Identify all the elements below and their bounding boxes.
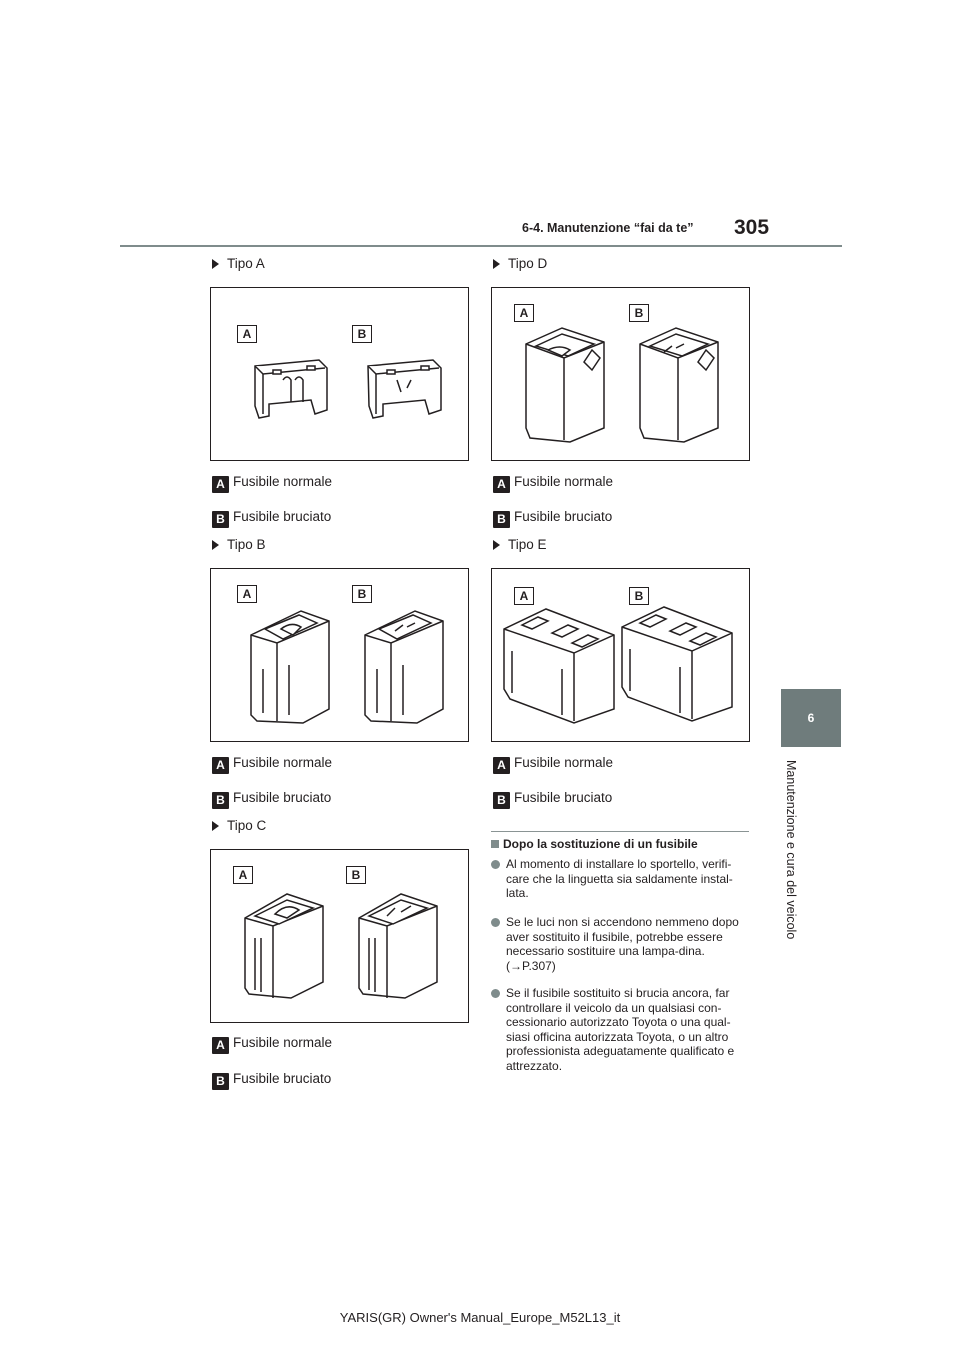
label-b: B	[352, 325, 372, 343]
type-e-illustration	[491, 568, 750, 742]
type-d-caption-blown: B Fusibile bruciato	[493, 509, 612, 528]
badge-b: B	[212, 792, 229, 809]
tall-fuse-drawing	[492, 288, 749, 460]
triangle-bullet-icon	[212, 540, 219, 550]
chapter-tab: 6	[781, 689, 841, 747]
footer-manual-id: YARIS(GR) Owner's Manual_Europe_M52L13_it	[339, 1310, 621, 1325]
triangle-bullet-icon	[212, 821, 219, 831]
badge-b: B	[212, 1073, 229, 1090]
label-a: A	[233, 866, 253, 884]
type-e-title: Tipo E	[493, 537, 547, 552]
wide-fuse-drawing	[492, 569, 749, 741]
badge-a: A	[212, 757, 229, 774]
section-divider	[491, 831, 749, 832]
chapter-side-label	[782, 760, 812, 960]
type-a-illustration	[210, 287, 469, 461]
type-a-caption-normal: A Fusibile normale	[212, 474, 332, 493]
square-bullet-icon	[491, 840, 499, 848]
type-a-caption-blown: B Fusibile bruciato	[212, 509, 331, 528]
type-c-caption-blown: B Fusibile bruciato	[212, 1071, 331, 1090]
type-d-title: Tipo D	[493, 256, 547, 271]
type-e-caption-normal: A Fusibile normale	[493, 755, 613, 774]
label-a: A	[514, 304, 534, 322]
label-a: A	[237, 585, 257, 603]
badge-a: A	[212, 1037, 229, 1054]
header-divider	[120, 245, 842, 247]
label-b: B	[352, 585, 372, 603]
triangle-bullet-icon	[493, 540, 500, 550]
type-c-caption-normal: A Fusibile normale	[212, 1035, 332, 1054]
type-d-illustration	[491, 287, 750, 461]
type-e-caption-blown: B Fusibile bruciato	[493, 790, 612, 809]
list-item: Se il fusibile sostituito si brucia ancora, far controllare il veicolo da un qualsiasi con-cessionario autorizzato Toyota o una qual-siasi officina autorizzata Toyota, o un altro professionista adeguatamente qualificato e attrezzato.	[491, 986, 749, 1073]
section-title: 6-4. Manutenzione “fai da te”	[522, 221, 694, 235]
type-b-caption-normal: A Fusibile normale	[212, 755, 332, 774]
type-b-illustration	[210, 568, 469, 742]
type-c-illustration	[210, 849, 469, 1023]
circle-bullet-icon	[491, 989, 500, 998]
badge-a: A	[212, 476, 229, 493]
page-number: 305	[734, 216, 770, 239]
after-replacement-title: Dopo la sostituzione di un fusibile	[491, 837, 698, 851]
type-b-title: Tipo B	[212, 537, 266, 552]
badge-a: A	[493, 476, 510, 493]
badge-b: B	[493, 511, 510, 528]
badge-a: A	[493, 757, 510, 774]
cartridge-fuse-drawing	[211, 850, 468, 1022]
type-a-title: Tipo A	[212, 256, 265, 271]
label-b: B	[346, 866, 366, 884]
label-a: A	[514, 587, 534, 605]
type-c-title: Tipo C	[212, 818, 266, 833]
list-item: Al momento di installare lo sportello, verifi-care che la linguetta sia saldamente instal-lata.	[491, 857, 749, 901]
label-b: B	[629, 587, 649, 605]
list-item: Se le luci non si accendono nemmeno dopo aver sostituito il fusibile, potrebbe essere necessario sostituire una lampa-dina. (→P.307)	[491, 915, 749, 973]
cartridge-fuse-drawing	[211, 569, 468, 741]
blade-fuse-drawing	[211, 288, 468, 460]
circle-bullet-icon	[491, 860, 500, 869]
chapter-title: Manutenzione e cura del veicolo	[784, 760, 798, 940]
label-a: A	[237, 325, 257, 343]
triangle-bullet-icon	[493, 259, 500, 269]
triangle-bullet-icon	[212, 259, 219, 269]
circle-bullet-icon	[491, 918, 500, 927]
badge-b: B	[212, 511, 229, 528]
badge-b: B	[493, 792, 510, 809]
label-b: B	[629, 304, 649, 322]
type-b-caption-blown: B Fusibile bruciato	[212, 790, 331, 809]
type-d-caption-normal: A Fusibile normale	[493, 474, 613, 493]
